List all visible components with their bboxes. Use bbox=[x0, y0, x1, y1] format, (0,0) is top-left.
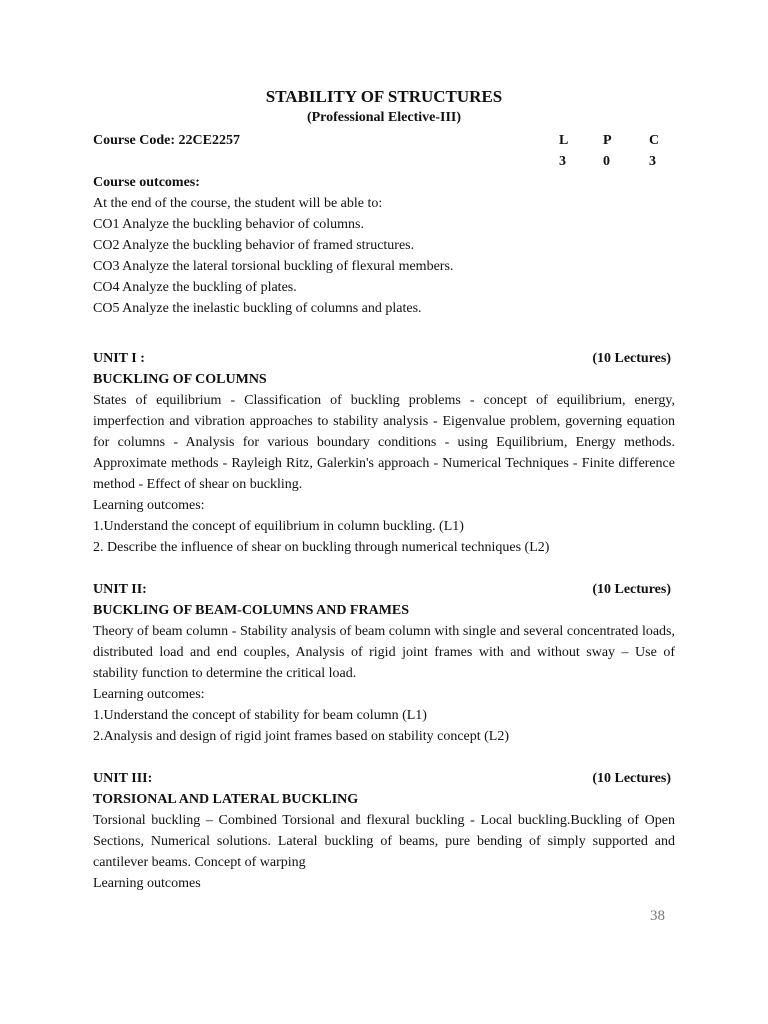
learning-outcome: 2.Analysis and design of rigid joint frames based on stability concept (L2) bbox=[93, 729, 510, 744]
unit-header bbox=[93, 348, 675, 369]
course-subtitle: (Professional Elective-III) bbox=[306, 110, 462, 125]
unit-lectures: (10 Lectures) bbox=[592, 771, 671, 786]
learning-outcome: 1.Understand the concept of equilibrium in column buckling. (L1) bbox=[93, 519, 464, 534]
page-number: 38 bbox=[650, 908, 665, 924]
course-code-row bbox=[93, 130, 675, 151]
lpc-header-p: P bbox=[603, 133, 612, 148]
unit-body: Torsional buckling – Combined Torsional and flexural buckling - Local buckling.Buckling of Open Sections, Numerical solutions. Lateral buckling of beams, pure bending of simply supported and cantilever beams. Concept of warping bbox=[93, 813, 675, 870]
unit-title: BUCKLING OF BEAM-COLUMNS AND FRAMES bbox=[93, 603, 410, 618]
lpc-value-c: 3 bbox=[649, 154, 656, 169]
unit-body: States of equilibrium - Classification of buckling problems - concept of equilibrium, energy, imperfection and vibration approaches to stability analysis - Eigenvalue problem, governing equation for columns - Analysis for various boundary conditions - using Equilibrium, Energy methods. Approximate methods - Rayleigh Ritz, Galerkin's approach - Numerical Techniques - Finite difference method - Effect of shear on buckling. bbox=[93, 393, 675, 492]
learning-outcomes-heading: Learning outcomes: bbox=[93, 687, 205, 702]
unit-label: UNIT III: bbox=[93, 771, 153, 786]
unit-title: BUCKLING OF COLUMNS bbox=[93, 372, 267, 387]
outcome-item: CO2 Analyze the buckling behavior of framed structures. bbox=[93, 238, 415, 253]
course-title: STABILITY OF STRUCTURES bbox=[265, 87, 503, 106]
unit-header bbox=[93, 768, 675, 789]
outcome-item: CO3 Analyze the lateral torsional buckling of flexural members. bbox=[93, 259, 454, 274]
lpc-values-row bbox=[93, 151, 675, 172]
lpc-header-l: L bbox=[559, 133, 569, 148]
outcome-item: CO5 Analyze the inelastic buckling of columns and plates. bbox=[93, 301, 422, 316]
outcomes-heading: Course outcomes: bbox=[93, 175, 200, 190]
course-code: Course Code: 22CE2257 bbox=[93, 133, 240, 148]
document-page bbox=[93, 86, 675, 894]
outcomes-intro: At the end of the course, the student will be able to: bbox=[93, 196, 383, 211]
lpc-value-l: 3 bbox=[559, 154, 566, 169]
learning-outcome: 1.Understand the concept of stability for beam column (L1) bbox=[93, 708, 427, 723]
lpc-value-p: 0 bbox=[603, 154, 610, 169]
learning-outcomes-heading: Learning outcomes: bbox=[93, 498, 205, 513]
unit-header bbox=[93, 579, 675, 600]
outcome-item: CO1 Analyze the buckling behavior of columns. bbox=[93, 217, 364, 232]
unit-lectures: (10 Lectures) bbox=[592, 582, 671, 597]
unit-label: UNIT I : bbox=[93, 351, 145, 366]
unit-lectures: (10 Lectures) bbox=[592, 351, 671, 366]
unit-title: TORSIONAL AND LATERAL BUCKLING bbox=[93, 792, 359, 807]
learning-outcomes-heading: Learning outcomes bbox=[93, 876, 201, 891]
unit-body: Theory of beam column - Stability analysis of beam column with single and several concentrated loads, distributed load and end couples, Analysis of rigid joint frames with and without sway – Use of stability function to determine the critical load. bbox=[93, 624, 675, 681]
unit-label: UNIT II: bbox=[93, 582, 147, 597]
learning-outcome: 2. Describe the influence of shear on buckling through numerical techniques (L2) bbox=[93, 540, 550, 555]
outcome-item: CO4 Analyze the buckling of plates. bbox=[93, 280, 297, 295]
lpc-header-c: C bbox=[649, 133, 660, 148]
